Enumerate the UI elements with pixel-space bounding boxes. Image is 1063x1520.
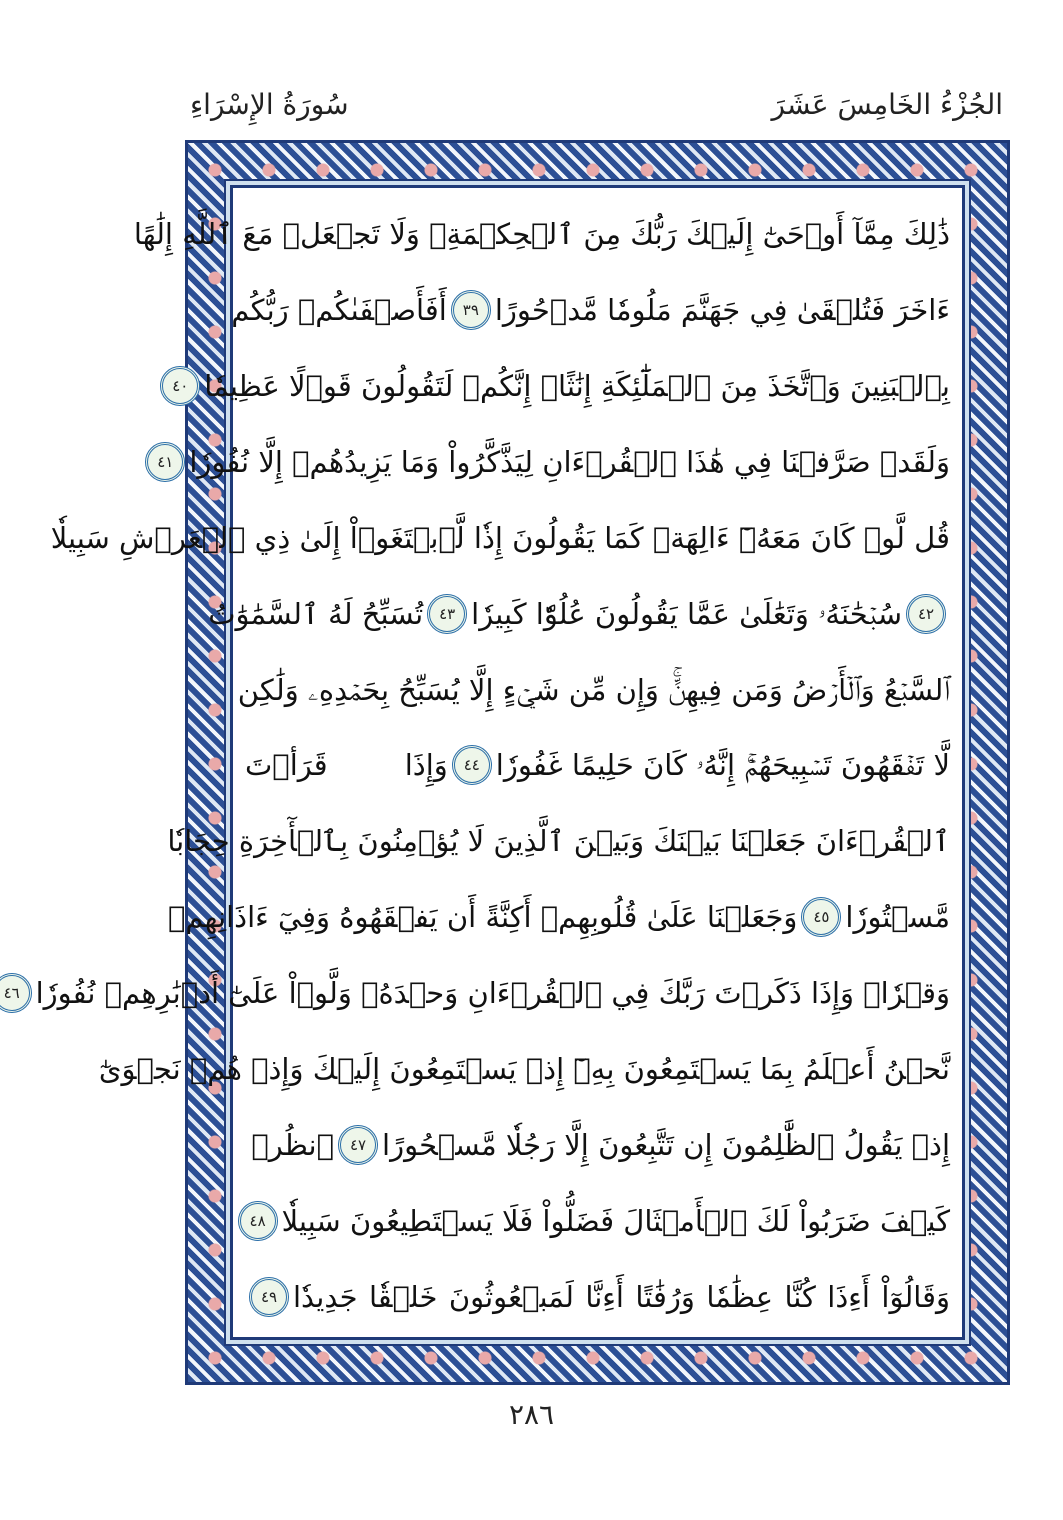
- text-line: [245, 735, 950, 795]
- ayah-number-marker: ٤٥: [801, 897, 841, 937]
- verse-segment: وَقۡرٗاۚ وَإِذَا ذَكَرۡتَ رَبَّكَ فِي ٱلۡقُرۡءَانِ وَحۡدَهُۥ وَلَّوۡاْ عَلَىٰٓ أَدۡبَٰرِهِمۡ نُفُورٗا: [35, 976, 950, 1011]
- verse-segment: وَجَعَلۡنَا عَلَىٰ قُلُوبِهِمۡ أَكِنَّةً أَن يَفۡقَهُوهُ وَفِيٓ ءَاذَانِهِمۡ: [167, 900, 798, 935]
- text-line: [245, 1191, 950, 1251]
- juz-header: الجُزْءُ الخَامِسَ عَشَرَ: [771, 88, 1003, 121]
- ayah-number-marker: ٤٢: [906, 594, 946, 634]
- surah-header: سُورَةُ الإِسْرَاءِ: [190, 88, 349, 121]
- verse-segment: وَقَالُوٓاْ أَءِذَا كُنَّا عِظَٰمٗا وَرُفَٰتًا أَءِنَّا لَمَبۡعُوثُونَ خَلۡقٗا جَدِيدٗا: [293, 1279, 950, 1314]
- text-line: [172, 356, 950, 416]
- ornamental-border: [3, 140, 1010, 1385]
- ayah-number-marker: ٤٣: [427, 594, 467, 634]
- text-line: [157, 432, 950, 492]
- text-line: [167, 811, 950, 871]
- verse-segment: ٱلۡقُرۡءَانَ جَعَلۡنَا بَيۡنَكَ وَبَيۡنَ ٱلَّذِينَ لَا يُؤۡمِنُونَ بِٱلۡأٓخِرَةِ حِجَابٗا: [167, 824, 950, 859]
- ayah-number-marker: ٤٤: [452, 745, 492, 785]
- ayah-number-marker: ٤٧: [338, 1125, 378, 1165]
- verse-segment: مَّسۡتُورٗا: [845, 900, 950, 935]
- verse-segment: سُبۡحَٰنَهُۥ وَتَعَٰلَىٰ عَمَّا يَقُولُونَ عُلُوّٗا كَبِيرٗا: [471, 596, 902, 631]
- ayah-number-marker: ٤٦: [0, 973, 32, 1013]
- verse-segment: تُسَبِّحُ لَهُ ٱلسَّمَٰوَٰتُ: [208, 596, 424, 631]
- ayah-number-marker: ٤٨: [238, 1201, 278, 1241]
- verse-segment: لَّا تَفۡقَهُونَ تَسۡبِيحَهُمۡۚ إِنَّهُۥ كَانَ حَلِيمًا غَفُورٗا: [495, 748, 950, 783]
- verse-segment: وَإِذَا قَرَأۡتَ: [245, 748, 448, 783]
- verse-segment: وَلَقَدۡ صَرَّفۡنَا فِي هَٰذَا ٱلۡقُرۡءَانِ لِيَذَّكَّرُواْ وَمَا يَزِيدُهُمۡ إِلَّا نُفُورٗا: [189, 444, 950, 479]
- verse-segment: أَفَأَصۡفَىٰكُمۡ رَبُّكُم: [231, 292, 447, 327]
- text-line: [245, 1115, 950, 1175]
- verse-segment: ذَٰلِكَ مِمَّآ أَوۡحَىٰٓ إِلَيۡكَ رَبُّكَ مِنَ ٱلۡحِكۡمَةِۗ وَلَا تَجۡعَلۡ مَعَ ٱللَّهِ إِلَٰهًا: [133, 217, 950, 251]
- text-line: [237, 660, 950, 720]
- verse-segment: نَّحۡنُ أَعۡلَمُ بِمَا يَسۡتَمِعُونَ بِهِۦٓ إِذۡ يَسۡتَمِعُونَ إِلَيۡكَ وَإِذۡ هُمۡ نَجۡوَىٰٓ: [98, 1052, 950, 1087]
- text-line: [3, 963, 950, 1023]
- verse-segment: قُل لَّوۡ كَانَ مَعَهُۥٓ ءَالِهَةٞ كَمَا يَقُولُونَ إِذٗا لَّٱبۡتَغَوۡاْ إِلَىٰ ذِي ٱلۡعَرۡشِ سَبِيلٗا: [50, 520, 950, 555]
- verse-segment: ٱلسَّبۡعُ وَٱلۡأَرۡضُ وَمَن فِيهِنَّۚ وَإِن مِّن شَيۡءٍ إِلَّا يُسَبِّحُ بِحَمۡدِهِۦ وَلَٰكِن: [237, 672, 950, 707]
- ayah-number-marker: ٤٩: [249, 1277, 289, 1317]
- text-line: [50, 508, 950, 568]
- ayah-number-marker: ٣٩: [451, 290, 491, 330]
- text-line: [208, 584, 950, 644]
- verse-segment: بِٱلۡبَنِينَ وَٱتَّخَذَ مِنَ ٱلۡمَلَٰٓئِكَةِ إِنَٰثًاۚ إِنَّكُمۡ لَتَقُولُونَ قَوۡلًا عَظِيمٗا: [204, 368, 950, 403]
- text-line: [98, 1039, 950, 1099]
- page-number: ٢٨٦: [508, 1398, 555, 1431]
- text-line: [245, 1267, 950, 1327]
- text-line: [167, 887, 950, 947]
- text-line: [133, 204, 950, 264]
- verse-segment: إِذۡ يَقُولُ ٱلظَّٰلِمُونَ إِن تَتَّبِعُونَ إِلَّا رَجُلٗا مَّسۡحُورًا: [382, 1128, 950, 1163]
- verse-segment: ٱنظُرۡ: [251, 1128, 335, 1163]
- verse-segment: كَيۡفَ ضَرَبُواْ لَكَ ٱلۡأَمۡثَالَ فَضَلُّواْ فَلَا يَسۡتَطِيعُونَ سَبِيلٗا: [281, 1203, 950, 1238]
- ayah-number-marker: ٤٠: [160, 366, 200, 406]
- verse-segment: ءَاخَرَ فَتُلۡقَىٰ فِي جَهَنَّمَ مَلُومٗا مَّدۡحُورًا: [494, 292, 950, 327]
- text-panel: [3, 185, 965, 1340]
- text-line: [231, 280, 950, 340]
- ayah-number-marker: ٤١: [145, 442, 185, 482]
- verse-text: [3, 204, 950, 1327]
